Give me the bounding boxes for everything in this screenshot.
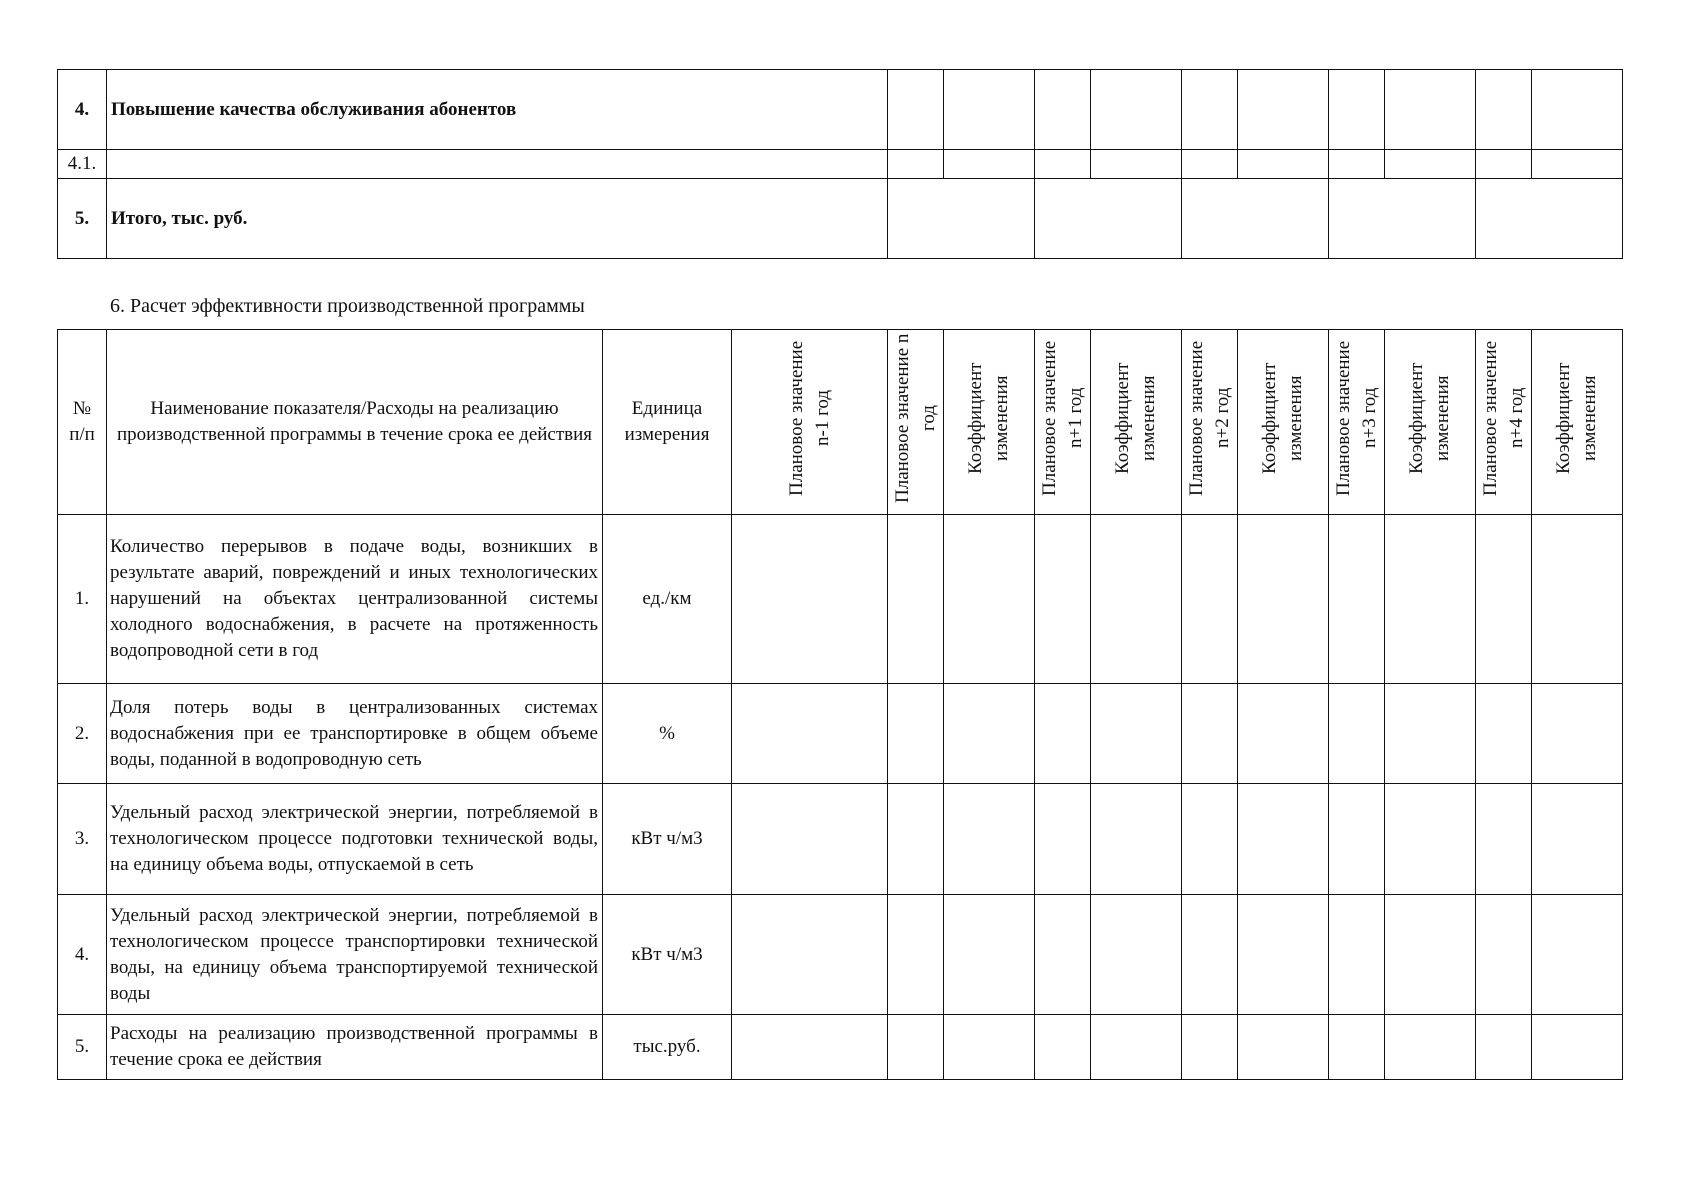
cell: [1476, 150, 1532, 179]
cell: [1238, 1015, 1329, 1080]
unit-cell: тыс.руб.: [603, 1015, 732, 1080]
row-label: [107, 150, 888, 179]
cell: [1238, 70, 1329, 150]
cell: [1476, 1015, 1532, 1080]
table-row: [58, 70, 1623, 150]
cell: [1329, 1015, 1385, 1080]
cell: [1385, 1015, 1476, 1080]
cell: [1385, 684, 1476, 784]
header-period: [732, 330, 888, 515]
cell: [1182, 179, 1329, 259]
row-number: 4.: [58, 70, 107, 150]
header-label: Плановое значение n+1 год: [1038, 340, 1086, 496]
row-number: 4.1.: [58, 150, 107, 179]
header-label: Коэффициент изменения: [1259, 362, 1306, 474]
cell: [1035, 515, 1091, 684]
cell: [1385, 895, 1476, 1015]
cell: [1329, 784, 1385, 895]
indicator-name: Удельный расход электрической энергии, потребляемой в технологическом процессе транспортировки технической воды, на единицу объема транспортируемой технической воды: [107, 895, 603, 1015]
header-period: [1035, 330, 1091, 515]
cell: [1385, 70, 1476, 150]
cell: [944, 1015, 1035, 1080]
cell: [1182, 895, 1238, 1015]
cell: [732, 895, 888, 1015]
cell: [1329, 150, 1385, 179]
cell: [944, 515, 1035, 684]
header-label: Коэффициент изменения: [1406, 362, 1453, 474]
cell: [1476, 179, 1623, 259]
cell: [1385, 784, 1476, 895]
cell: [1182, 784, 1238, 895]
cell: [1035, 70, 1091, 150]
cell: [1532, 895, 1623, 1015]
header-num: № п/п: [58, 330, 107, 515]
indicator-name: Количество перерывов в подаче воды, возникших в результате аварий, повреждений и иных технологических нарушений на объектах централизованной системы холодного водоснабжения, в расчете на протяженность водопроводной сети в год: [107, 515, 603, 684]
header-label: Плановое значение n+2 год: [1185, 340, 1233, 496]
header-name: Наименование показателя/Расходы на реализацию производственной программы в течение срока ее действия: [107, 330, 603, 515]
cell: [888, 150, 944, 179]
cell: [1035, 179, 1182, 259]
unit-cell: %: [603, 684, 732, 784]
header-label: Коэффициент изменения: [1553, 362, 1600, 474]
header-period: [1329, 330, 1385, 515]
row-number: 2.: [58, 684, 107, 784]
cell: [1238, 684, 1329, 784]
cell: [1329, 684, 1385, 784]
cell: [1476, 515, 1532, 684]
cell: [1182, 70, 1238, 150]
cell: [1329, 70, 1385, 150]
header-label: Коэффициент изменения: [1112, 362, 1159, 474]
cell: [1476, 784, 1532, 895]
header-row: [58, 330, 1623, 515]
cell: [944, 70, 1035, 150]
cell: [1532, 515, 1623, 684]
row-number: 5.: [58, 179, 107, 259]
header-coef: [1532, 330, 1623, 515]
unit-cell: кВт ч/м3: [603, 895, 732, 1015]
cell: [1091, 684, 1182, 784]
cell: [732, 515, 888, 684]
indicator-name: Доля потерь воды в централизованных системах водоснабжения при ее транспортировке в общем объеме воды, поданной в водопроводную сеть: [107, 684, 603, 784]
cell: [1329, 515, 1385, 684]
section-title: 6. Расчет эффективности производственной программы: [110, 295, 585, 317]
cell: [1182, 150, 1238, 179]
row-label: Повышение качества обслуживания абонентов: [107, 70, 888, 150]
top-table: [57, 69, 1623, 259]
cell: [888, 70, 944, 150]
cell: [1532, 70, 1623, 150]
cell: [732, 1015, 888, 1080]
header-coef: [1091, 330, 1182, 515]
cell: [944, 784, 1035, 895]
cell: [1091, 895, 1182, 1015]
cell: [1035, 150, 1091, 179]
cell: [1476, 895, 1532, 1015]
header-unit: Единица измерения: [603, 330, 732, 515]
table-row: [58, 684, 1623, 784]
cell: [1476, 684, 1532, 784]
header-period: [1182, 330, 1238, 515]
header-label: Плановое значение n+4 год: [1479, 340, 1527, 496]
row-number: 1.: [58, 515, 107, 684]
cell: [1532, 150, 1623, 179]
row-number: 3.: [58, 784, 107, 895]
table-row: [58, 150, 1623, 179]
cell: [888, 515, 944, 684]
table-row: [58, 895, 1623, 1015]
cell: [944, 684, 1035, 784]
cell: [1182, 684, 1238, 784]
cell: [1476, 70, 1532, 150]
cell: [1532, 684, 1623, 784]
row-label: Итого, тыс. руб.: [107, 179, 888, 259]
cell: [1238, 515, 1329, 684]
cell: [1035, 684, 1091, 784]
table-row: [58, 515, 1623, 684]
cell: [888, 895, 944, 1015]
table-row: [58, 179, 1623, 259]
indicator-name: Расходы на реализацию производственной программы в течение срока ее действия: [107, 1015, 603, 1080]
efficiency-table: [57, 329, 1623, 1080]
cell: [1091, 784, 1182, 895]
cell: [888, 684, 944, 784]
cell: [1238, 150, 1329, 179]
cell: [1238, 895, 1329, 1015]
cell: [1238, 784, 1329, 895]
header-label: Плановое значение n-1 год: [785, 340, 833, 496]
cell: [1385, 150, 1476, 179]
cell: [1182, 1015, 1238, 1080]
table-row: [58, 784, 1623, 895]
header-label: Коэффициент изменения: [965, 362, 1012, 474]
unit-cell: ед./км: [603, 515, 732, 684]
header-label: Плановое значение n год: [891, 333, 939, 503]
row-number: 5.: [58, 1015, 107, 1080]
cell: [732, 784, 888, 895]
header-period: [888, 330, 944, 515]
cell: [1035, 1015, 1091, 1080]
unit-cell: кВт ч/м3: [603, 784, 732, 895]
cell: [1035, 895, 1091, 1015]
cell: [1035, 784, 1091, 895]
cell: [1385, 515, 1476, 684]
cell: [1329, 179, 1476, 259]
cell: [732, 684, 888, 784]
indicator-name: Удельный расход электрической энергии, потребляемой в технологическом процессе подготовки технической воды, на единицу объема воды, отпускаемой в сеть: [107, 784, 603, 895]
cell: [888, 784, 944, 895]
cell: [1182, 515, 1238, 684]
cell: [1532, 1015, 1623, 1080]
cell: [888, 1015, 944, 1080]
header-coef: [944, 330, 1035, 515]
cell: [1329, 895, 1385, 1015]
row-number: 4.: [58, 895, 107, 1015]
cell: [1091, 150, 1182, 179]
header-period: [1476, 330, 1532, 515]
header-label: Плановое значение n+3 год: [1332, 340, 1380, 496]
cell: [1091, 1015, 1182, 1080]
table-row: [58, 1015, 1623, 1080]
cell: [888, 179, 1035, 259]
cell: [944, 150, 1035, 179]
header-coef: [1238, 330, 1329, 515]
header-coef: [1385, 330, 1476, 515]
cell: [1532, 784, 1623, 895]
cell: [1091, 515, 1182, 684]
cell: [1091, 70, 1182, 150]
cell: [944, 895, 1035, 1015]
